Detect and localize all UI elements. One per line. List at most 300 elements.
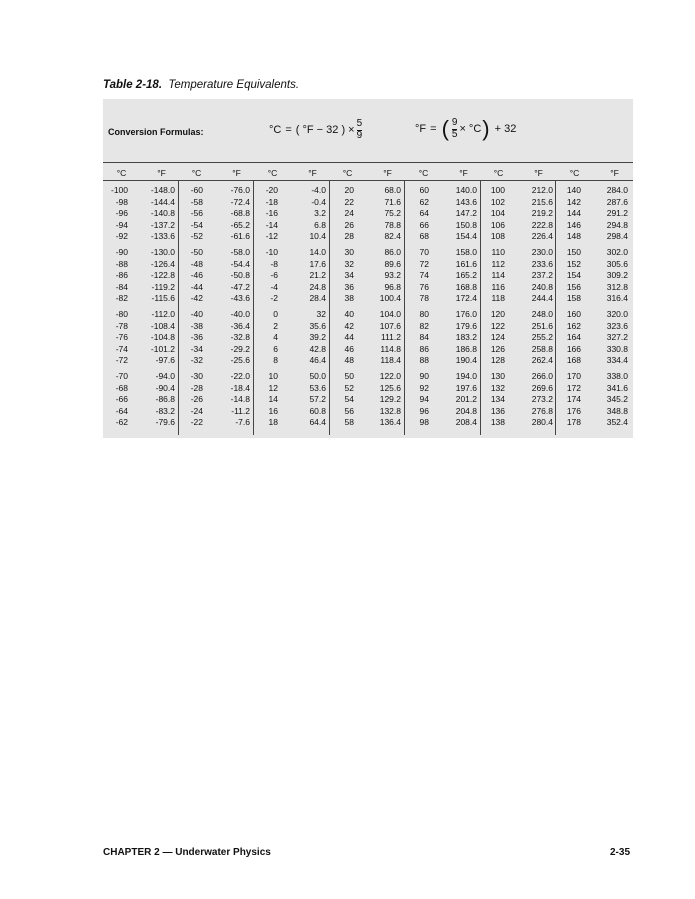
fahrenheit-cell: -72.4	[230, 196, 250, 207]
fahrenheit-cell: 107.6	[379, 320, 401, 331]
celsius-cell: 156	[566, 281, 581, 292]
fahrenheit-cell: 71.6	[384, 196, 401, 207]
celsius-cell: -38	[190, 320, 203, 331]
celsius-cell: 38	[344, 293, 354, 303]
fahrenheit-cell: 93.2	[384, 270, 401, 280]
celsius-cell: -8	[270, 258, 278, 269]
celsius-cell: 16	[268, 405, 278, 416]
f-formula-lhs: °F	[415, 123, 427, 135]
fahrenheit-cell: 348.8	[606, 405, 628, 416]
table-row	[103, 282, 633, 294]
column-header: °F	[383, 168, 392, 178]
fahrenheit-cell: 226.4	[531, 231, 553, 241]
celsius-cell: 160	[566, 309, 581, 319]
celsius-cell: 60	[419, 185, 429, 195]
column-header: °C	[418, 168, 429, 178]
fahrenheit-cell: -119.2	[151, 281, 175, 292]
celsius-cell: -42	[190, 293, 203, 303]
celsius-cell: -80	[115, 309, 128, 319]
fahrenheit-cell: 215.6	[531, 196, 553, 207]
celsius-cell: -24	[190, 405, 203, 416]
fahrenheit-cell: 183.2	[455, 332, 477, 342]
celsius-cell: 0	[273, 309, 278, 319]
celsius-cell: 128	[490, 355, 505, 365]
celsius-cell: -100	[110, 185, 128, 195]
celsius-cell: 24	[344, 208, 354, 218]
celsius-cell: -94	[115, 219, 128, 230]
fahrenheit-cell: 50.0	[309, 371, 326, 381]
celsius-cell: 136	[490, 405, 505, 416]
celsius-cell: 64	[419, 208, 429, 218]
fahrenheit-cell: 122.0	[379, 371, 401, 381]
celsius-cell: -26	[190, 394, 203, 404]
fahrenheit-cell: 222.8	[531, 219, 553, 230]
celsius-cell: 138	[490, 417, 505, 427]
fahrenheit-cell: 6.8	[314, 219, 326, 230]
celsius-cell: -36	[190, 332, 203, 342]
fahrenheit-cell: -104.8	[150, 332, 175, 342]
table-body	[103, 185, 633, 433]
celsius-cell: 144	[566, 208, 581, 218]
fahrenheit-cell: 53.6	[309, 382, 326, 393]
celsius-cell: -74	[115, 343, 128, 354]
celsius-cell: 164	[566, 332, 581, 342]
fahrenheit-cell: 143.6	[455, 196, 477, 207]
column-header: °F	[157, 168, 166, 178]
celsius-cell: -86	[115, 270, 128, 280]
celsius-cell: 70	[419, 247, 429, 257]
fahrenheit-cell: 273.2	[531, 394, 553, 404]
celsius-cell: -62	[115, 417, 128, 427]
celsius-cell: 14	[268, 394, 278, 404]
table-row	[103, 309, 633, 321]
celsius-cell: 50	[344, 371, 354, 381]
fahrenheit-cell: 179.6	[455, 320, 477, 331]
table-row	[103, 344, 633, 356]
column-header: °C	[267, 168, 278, 178]
table-number: Table 2-18.	[103, 79, 163, 91]
celsius-cell: 154	[566, 270, 581, 280]
table-row	[103, 293, 633, 305]
fahrenheit-cell: -108.4	[150, 320, 175, 331]
fahrenheit-cell: -65.2	[230, 219, 250, 230]
celsius-cell: 94	[419, 394, 429, 404]
celsius-cell: 22	[344, 196, 354, 207]
fahrenheit-cell: 219.2	[531, 208, 553, 218]
fahrenheit-cell: -90.4	[155, 382, 175, 393]
fahrenheit-cell: 3.2	[314, 208, 326, 218]
fahrenheit-cell: -11.2	[231, 405, 250, 416]
fahrenheit-cell: -76.0	[230, 185, 250, 195]
fahrenheit-cell: 75.2	[384, 208, 401, 218]
f-formula-times: × °C	[459, 123, 482, 135]
fahrenheit-cell: -115.6	[151, 293, 175, 303]
conversion-label: Conversion Formulas:	[108, 127, 204, 137]
celsius-cell: -18	[265, 196, 278, 207]
fahrenheit-cell: -79.6	[155, 417, 175, 427]
table-title: Temperature Equivalents.	[168, 79, 300, 91]
fahrenheit-cell: -86.8	[155, 394, 175, 404]
celsius-cell: 178	[566, 417, 581, 427]
fahrenheit-cell: -133.6	[150, 231, 175, 241]
fahrenheit-cell: 345.2	[606, 394, 628, 404]
celsius-cell: 118	[491, 293, 505, 303]
fahrenheit-cell: -112.0	[151, 309, 175, 319]
fahrenheit-cell: -137.2	[150, 219, 175, 230]
table-row	[103, 355, 633, 367]
table-row	[103, 259, 633, 271]
celsius-cell: -22	[190, 417, 203, 427]
celsius-cell: 86	[419, 343, 429, 354]
fahrenheit-cell: 338.0	[606, 371, 628, 381]
fahrenheit-cell: 114.8	[380, 343, 401, 354]
celsius-cell: 30	[344, 247, 354, 257]
fahrenheit-cell: -94.0	[155, 371, 175, 381]
celsius-cell: 2	[273, 320, 278, 331]
celsius-cell: 102	[490, 196, 505, 207]
celsius-cell: -70	[115, 371, 128, 381]
fahrenheit-cell: 212.0	[531, 185, 553, 195]
celsius-cell: 134	[490, 394, 505, 404]
fahrenheit-cell: 352.4	[606, 417, 628, 427]
fahrenheit-cell: 172.4	[455, 293, 477, 303]
fahrenheit-cell: 165.2	[455, 270, 477, 280]
fahrenheit-cell: 208.4	[455, 417, 477, 427]
fahrenheit-cell: 294.8	[606, 219, 628, 230]
celsius-cell: 88	[419, 355, 429, 365]
celsius-cell: 32	[344, 258, 354, 269]
table-row	[103, 417, 633, 429]
header-top-rule	[103, 162, 633, 163]
celsius-cell: 114	[491, 270, 505, 280]
column-header: °F	[610, 168, 619, 178]
fahrenheit-cell: 251.6	[531, 320, 553, 331]
fahrenheit-cell: 327.2	[606, 332, 628, 342]
celsius-cell: 98	[419, 417, 429, 427]
f-formula-tail: + 32	[494, 123, 517, 135]
celsius-cell: 78	[419, 293, 429, 303]
table-row	[103, 231, 633, 243]
celsius-cell: -72	[115, 355, 128, 365]
header-bottom-rule	[103, 180, 633, 181]
fahrenheit-cell: 17.6	[309, 258, 326, 269]
celsius-cell: 148	[566, 231, 581, 241]
fahrenheit-cell: 150.8	[455, 219, 477, 230]
fahrenheit-cell: 258.8	[531, 343, 553, 354]
table-row	[103, 406, 633, 418]
row-group	[103, 371, 633, 433]
fahrenheit-cell: 233.6	[531, 258, 553, 269]
celsius-cell: 142	[566, 196, 581, 207]
celsius-cell: 130	[490, 371, 505, 381]
celsius-cell: -28	[190, 382, 203, 393]
celsius-cell: -66	[115, 394, 128, 404]
celsius-cell: 68	[419, 231, 429, 241]
celsius-cell: 120	[490, 309, 505, 319]
close-paren: )	[482, 116, 490, 141]
fahrenheit-cell: -58.0	[230, 247, 250, 257]
celsius-cell: -20	[265, 185, 278, 195]
celsius-cell: -88	[115, 258, 128, 269]
fahrenheit-cell: 28.4	[309, 293, 326, 303]
fahrenheit-cell: -101.2	[150, 343, 175, 354]
celsius-cell: 8	[273, 355, 278, 365]
fahrenheit-cell: 176.0	[455, 309, 477, 319]
celsius-cell: -76	[115, 332, 128, 342]
celsius-cell: -90	[115, 247, 128, 257]
celsius-cell: 26	[344, 219, 354, 230]
celsius-cell: 34	[344, 270, 354, 280]
fahrenheit-cell: -0.4	[311, 196, 326, 207]
celsius-cell: 82	[419, 320, 429, 331]
celsius-cell: -40	[190, 309, 203, 319]
celsius-cell: 42	[344, 320, 354, 331]
celsius-cell: -44	[190, 281, 203, 292]
page-number: 2-35	[610, 847, 631, 858]
fahrenheit-cell: -97.6	[155, 355, 175, 365]
fahrenheit-cell: 89.6	[384, 258, 401, 269]
table-row	[103, 197, 633, 209]
celsius-cell: 74	[419, 270, 429, 280]
celsius-cell: 174	[566, 394, 581, 404]
fahrenheit-cell: 57.2	[309, 394, 326, 404]
celsius-cell: 132	[490, 382, 505, 393]
table-row	[103, 321, 633, 333]
celsius-cell: -64	[115, 405, 128, 416]
celsius-cell: 110	[491, 247, 505, 257]
column-header: °C	[116, 168, 127, 178]
celsius-cell: 20	[344, 185, 354, 195]
table-row	[103, 247, 633, 259]
fahrenheit-cell: 82.4	[384, 231, 401, 241]
c-formula-num: 5	[356, 118, 363, 129]
fahrenheit-cell: 39.2	[309, 332, 326, 342]
fahrenheit-cell: 190.4	[455, 355, 477, 365]
celsius-cell: 52	[344, 382, 354, 393]
row-group	[103, 185, 633, 247]
celsius-cell: -58	[190, 196, 203, 207]
fahrenheit-cell: 262.4	[531, 355, 553, 365]
fahrenheit-cell: 42.8	[309, 343, 326, 354]
fahrenheit-formula	[415, 118, 520, 140]
fahrenheit-cell: 305.6	[606, 258, 628, 269]
fahrenheit-cell: 136.4	[379, 417, 401, 427]
fahrenheit-cell: 237.2	[531, 270, 553, 280]
celsius-cell: 76	[419, 281, 429, 292]
column-header: °C	[493, 168, 504, 178]
fahrenheit-cell: -140.8	[150, 208, 175, 218]
celsius-cell: 162	[566, 320, 581, 331]
fahrenheit-cell: -47.2	[230, 281, 250, 292]
fahrenheit-cell: -144.4	[150, 196, 175, 207]
column-header: °F	[308, 168, 317, 178]
fahrenheit-cell: 147.2	[455, 208, 477, 218]
celsius-cell: 168	[566, 355, 581, 365]
celsius-cell: -34	[190, 343, 203, 354]
fahrenheit-cell: -83.2	[155, 405, 175, 416]
fahrenheit-cell: -54.4	[230, 258, 250, 269]
column-header: °C	[342, 168, 353, 178]
fahrenheit-cell: 86.0	[384, 247, 401, 257]
celsius-cell: 40	[344, 309, 354, 319]
celsius-cell: 126	[490, 343, 505, 354]
celsius-cell: 152	[566, 258, 581, 269]
celsius-cell: 92	[419, 382, 429, 393]
fahrenheit-cell: 248.0	[531, 309, 553, 319]
celsius-cell: 44	[344, 332, 354, 342]
fahrenheit-cell: 197.6	[455, 382, 477, 393]
celsius-cell: 176	[566, 405, 581, 416]
fahrenheit-cell: 269.6	[531, 382, 553, 393]
celsius-cell: 12	[268, 382, 278, 393]
fahrenheit-cell: 330.8	[606, 343, 628, 354]
celsius-cell: 48	[344, 355, 354, 365]
celsius-cell: 6	[273, 343, 278, 354]
fahrenheit-cell: 129.2	[379, 394, 401, 404]
fahrenheit-cell: -40.0	[230, 309, 250, 319]
fahrenheit-cell: -14.8	[230, 394, 250, 404]
celsius-cell: 170	[566, 371, 581, 381]
column-header: °C	[569, 168, 580, 178]
celsius-cell: 84	[419, 332, 429, 342]
celsius-cell: -60	[190, 185, 203, 195]
celsius-cell: 10	[268, 371, 278, 381]
fahrenheit-cell: -126.4	[150, 258, 175, 269]
fahrenheit-cell: 334.4	[606, 355, 628, 365]
table-row	[103, 394, 633, 406]
celsius-cell: -78	[115, 320, 128, 331]
fahrenheit-cell: 276.8	[531, 405, 553, 416]
celsius-cell: -48	[190, 258, 203, 269]
fahrenheit-cell: 255.2	[531, 332, 553, 342]
fahrenheit-cell: 280.4	[531, 417, 553, 427]
celsius-cell: 100	[490, 185, 505, 195]
celsius-cell: -46	[190, 270, 203, 280]
celsius-cell: 150	[566, 247, 581, 257]
celsius-cell: -4	[270, 281, 278, 292]
fahrenheit-cell: 32	[316, 309, 326, 319]
table-row	[103, 332, 633, 344]
celsius-cell: 172	[566, 382, 581, 393]
celsius-cell: 56	[344, 405, 354, 416]
fahrenheit-cell: 309.2	[606, 270, 628, 280]
celsius-cell: 46	[344, 343, 354, 354]
fahrenheit-cell: 302.0	[606, 247, 628, 257]
celsius-cell: 54	[344, 394, 354, 404]
fahrenheit-cell: 266.0	[531, 371, 553, 381]
fahrenheit-cell: -22.0	[230, 371, 250, 381]
celsius-cell: 80	[419, 309, 429, 319]
fahrenheit-cell: 158.0	[455, 247, 477, 257]
fahrenheit-cell: 104.0	[379, 309, 401, 319]
table-row	[103, 270, 633, 282]
fahrenheit-cell: -4.0	[311, 185, 326, 195]
fahrenheit-cell: 298.4	[606, 231, 628, 241]
c-formula-eq: =	[285, 124, 292, 136]
c-formula-mid: ( °F − 32 ) ×	[295, 124, 355, 136]
fahrenheit-cell: -61.6	[230, 231, 250, 241]
celsius-cell: 122	[490, 320, 505, 331]
fahrenheit-cell: 284.0	[606, 185, 628, 195]
celsius-formula	[269, 119, 364, 141]
fahrenheit-cell: 10.4	[309, 231, 326, 241]
fahrenheit-cell: 68.0	[384, 185, 401, 195]
fahrenheit-cell: -122.8	[150, 270, 175, 280]
fahrenheit-cell: 240.8	[531, 281, 553, 292]
fahrenheit-cell: 132.8	[379, 405, 401, 416]
c-formula-fraction	[357, 119, 363, 141]
fahrenheit-cell: 14.0	[309, 247, 326, 257]
fahrenheit-cell: 287.6	[606, 196, 628, 207]
celsius-cell: 104	[490, 208, 505, 218]
fahrenheit-cell: 312.8	[606, 281, 628, 292]
fahrenheit-cell: 186.8	[455, 343, 477, 354]
fahrenheit-cell: 291.2	[606, 208, 628, 218]
c-formula-lhs: °C	[269, 124, 282, 136]
fahrenheit-cell: 96.8	[384, 281, 401, 292]
column-header: °C	[191, 168, 202, 178]
fahrenheit-cell: 204.8	[455, 405, 477, 416]
celsius-cell: -2	[270, 293, 278, 303]
celsius-cell: 124	[490, 332, 505, 342]
celsius-cell: 146	[566, 219, 581, 230]
celsius-cell: 90	[419, 371, 429, 381]
fahrenheit-cell: -7.6	[235, 417, 250, 427]
column-header: °F	[534, 168, 543, 178]
fahrenheit-cell: 24.8	[309, 281, 326, 292]
celsius-cell: -16	[265, 208, 278, 218]
row-group	[103, 247, 633, 309]
celsius-cell: -30	[190, 371, 203, 381]
celsius-cell: -56	[190, 208, 203, 218]
fahrenheit-cell: 201.2	[455, 394, 477, 404]
celsius-cell: -52	[190, 231, 203, 241]
celsius-cell: 140	[566, 185, 581, 195]
celsius-cell: 108	[490, 231, 505, 241]
celsius-cell: 96	[419, 405, 429, 416]
fahrenheit-cell: 78.8	[384, 219, 401, 230]
table-row	[103, 208, 633, 220]
celsius-cell: 72	[419, 258, 429, 269]
celsius-cell: -82	[115, 293, 128, 303]
fahrenheit-cell: -148.0	[150, 185, 175, 195]
fahrenheit-cell: -25.6	[230, 355, 250, 365]
fahrenheit-cell: 60.8	[309, 405, 326, 416]
celsius-cell: -32	[190, 355, 203, 365]
open-paren: (	[441, 116, 449, 141]
celsius-cell: 66	[419, 219, 429, 230]
fahrenheit-cell: 230.0	[531, 247, 553, 257]
fahrenheit-cell: 118.4	[380, 355, 401, 365]
fahrenheit-cell: 161.6	[455, 258, 477, 269]
table-caption	[103, 79, 299, 91]
celsius-cell: 28	[344, 231, 354, 241]
fahrenheit-cell: -36.4	[230, 320, 250, 331]
celsius-cell: -68	[115, 382, 128, 393]
celsius-cell: 106	[490, 219, 505, 230]
celsius-cell: 158	[566, 293, 581, 303]
fahrenheit-cell: -32.8	[230, 332, 250, 342]
fahrenheit-cell: 100.4	[379, 293, 401, 303]
fahrenheit-cell: 194.0	[455, 371, 477, 381]
table-header-row	[103, 168, 633, 179]
fahrenheit-cell: -43.6	[230, 293, 250, 303]
fahrenheit-cell: 320.0	[606, 309, 628, 319]
table-row	[103, 371, 633, 383]
celsius-cell: 112	[491, 258, 505, 269]
celsius-cell: 4	[273, 332, 278, 342]
fahrenheit-cell: -68.8	[230, 208, 250, 218]
